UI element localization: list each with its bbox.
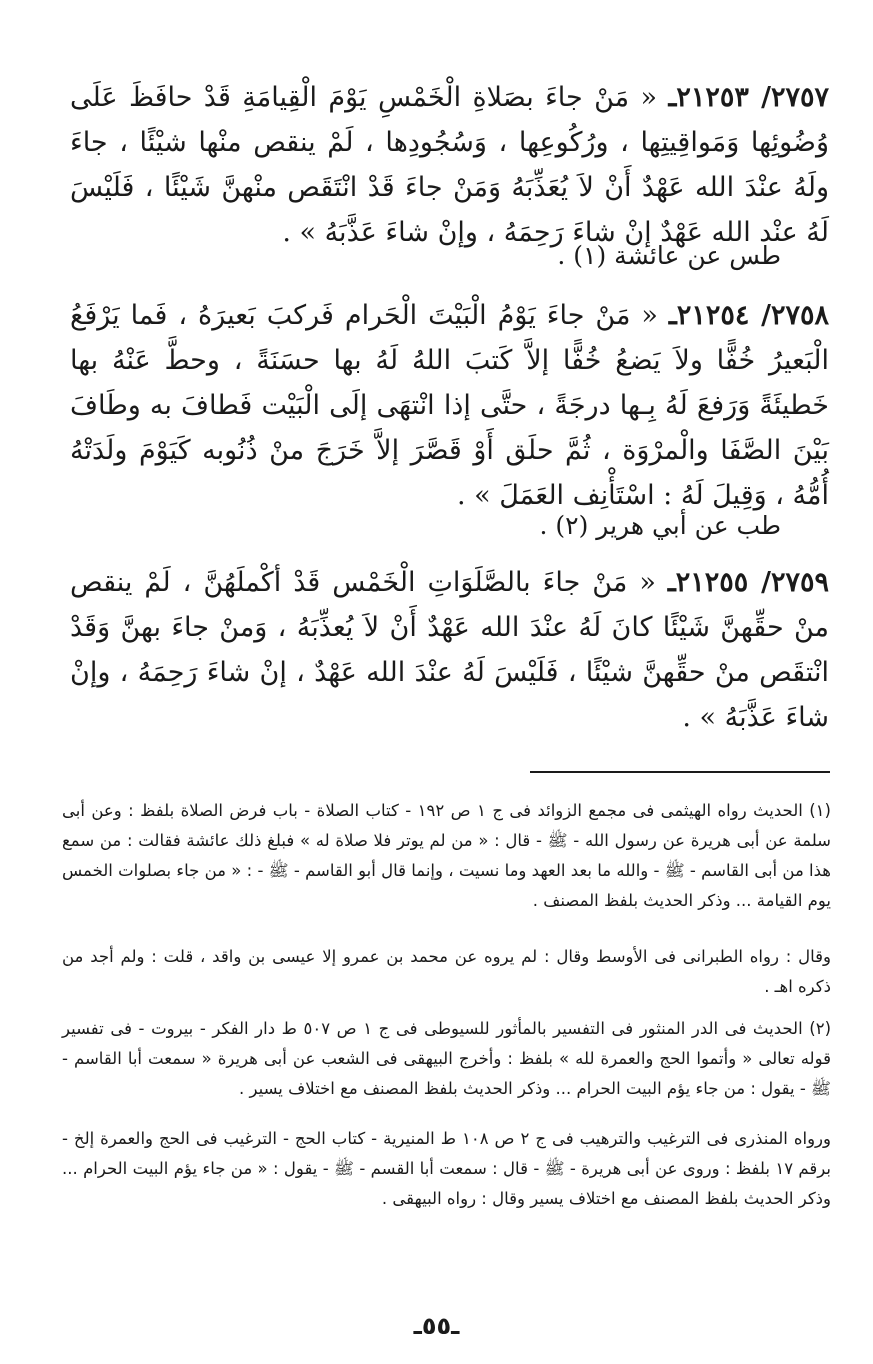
hadith-2757 xyxy=(70,75,829,255)
hadith-text: « مَنْ جاءَ بصَلاةِ الْخَمْسِ يَوْمَ الْقِيامَةِ قَدْ حافَظَ عَلَى وُضُوئِها وَمَواقِيتِها ، ورُكُوعِها ، وَسُجُودِها ، لَمْ ينقص منْها شيْئًا ، جاءَ ولَهُ عنْدَ الله عَهْدٌ أَنْ لاَ يُعَذِّبَهُ وَمَنْ جاءَ قَدْ انْتَقَص منْهنَّ شَيْئًا ، فَلَيْسَ لَهُ عنْد الله عَهْدٌ إنْ شاءَ رَحِمَهُ ، وإنْ شاءَ عَذَّبَهُ » . xyxy=(70,82,829,248)
footnote-1-continued: وقال : رواه الطبرانى فى الأوسط وقال : لم يروه عن محمد بن عمرو إلا عيسى بن واقد ، قلت : ولم أجد من ذكره اهـ . xyxy=(62,947,831,996)
footnote-2: (٢) الحديث فى الدر المنثور فى التفسير بالمأثور للسيوطى فى ج ١ ص ٥٠٧ ط دار الفكر - بيروت - فى تفسير قوله تعالى « وأتموا الحج والعمرة لله » بلفظ : وأخرج البيهقى فى الشعب عن أبى هريرة « سمعت أبا القاسم - ﷺ - يقول : من جاء يؤم البيت الحرام ... وذكر الحديث بلفظ المصنف مع اختلاف يسير . xyxy=(62,1019,831,1098)
page-number: ـ٥٥ـ xyxy=(413,1312,460,1340)
hadith-source: طس عن عائشة (١) . xyxy=(557,241,781,270)
hadith-number: ٢٧٥٨/ ٢١٢٥٤ـ xyxy=(668,300,829,331)
hadith-number: ٢٧٥٧/ ٢١٢٥٣ـ xyxy=(668,82,829,113)
hadith-number: ٢٧٥٩/ ٢١٢٥٥ـ xyxy=(667,567,829,598)
footnote-separator xyxy=(530,771,830,773)
footnote-1: (١) الحديث رواه الهيثمى فى مجمع الزوائد فى ج ١ ص ١٩٢ - كتاب الصلاة - باب فرض الصلاة بلفظ : وعن أبى سلمة عن أبى هريرة عن رسول الله - ﷺ - قال : « من لم يوتر فلا صلاة له » فبلغ ذلك عائشة فقالت : من سمع هذا من أبى القاسم - ﷺ - والله ما بعد العهد وما نسيت ، وإنما قال أبو القاسم - ﷺ - : « من جاء بصلوات الخمس يوم القيامة ... وذكر الحديث بلفظ المصنف . xyxy=(62,801,831,910)
hadith-2758 xyxy=(70,293,829,518)
footnote-2-continued: ورواه المنذرى فى الترغيب والترهيب فى ج ٢ ص ١٠٨ ط المنيرية - كتاب الحج - الترغيب فى الحج والعمرة إلخ - برقم ١٧ بلفظ : وروى عن أبى هريرة - ﷺ - قال : سمعت أبا القسم - ﷺ - يقول : « من جاء يؤم البيت الحرام ... وذكر الحديث بلفظ المصنف مع اختلاف يسير وقال : رواه البيهقى . xyxy=(62,1129,831,1208)
hadith-2759 xyxy=(70,560,829,740)
hadith-source: طب عن أبي هرير (٢) . xyxy=(539,511,781,540)
hadith-text: « مَنْ جاءَ بالصَّلَوَاتِ الْخَمْس قَدْ أكْملَهُنَّ ، لَمْ ينقص منْ حقِّهنَّ شَيْئًا كانَ لَهُ عنْدَ الله عَهْدٌ أَنْ لاَ يُعذِّبَهُ ، وَمنْ جاءَ بهنَّ وَقَدْ انْتقَص منْ حقِّهنَّ شيْئًا ، فَلَيْسَ لَهُ عنْدَ الله عَهْدٌ ، إنْ شاءَ رَحِمَهُ ، وإنْ شاءَ عَذَّبَهُ » . xyxy=(70,567,829,733)
hadith-text: « مَنْ جاءَ يَوْمُ الْبَيْتَ الْحَرام فَركبَ بَعيرَهُ ، فَما يَرْفَعُ الْبَعيرُ خُفًّا ولاَ يَضعُ خُفًّا إلاَّ كَتبَ اللهُ لَهُ بها حسَنَةً ، وحطَّ عَنْهُ بها خَطيئَةً وَرَفعَ لَهُ بِـها درجَةً ، حتَّى إذا انْتهَى إلَى الْبَيْت فَطافَ به وطَافَ بَيْنَ الصَّفَا والْمرْوَة ، ثُمَّ حلَق أَوْ قَصَّرَ إلاَّ خَرَجَ منْ ذُنُوبه كَيَوْمَ ولَدَتْهُ أُمُّهُ ، وَقِيلَ لَهُ : اسْتَأْنِف العَمَلَ » . xyxy=(70,300,829,511)
